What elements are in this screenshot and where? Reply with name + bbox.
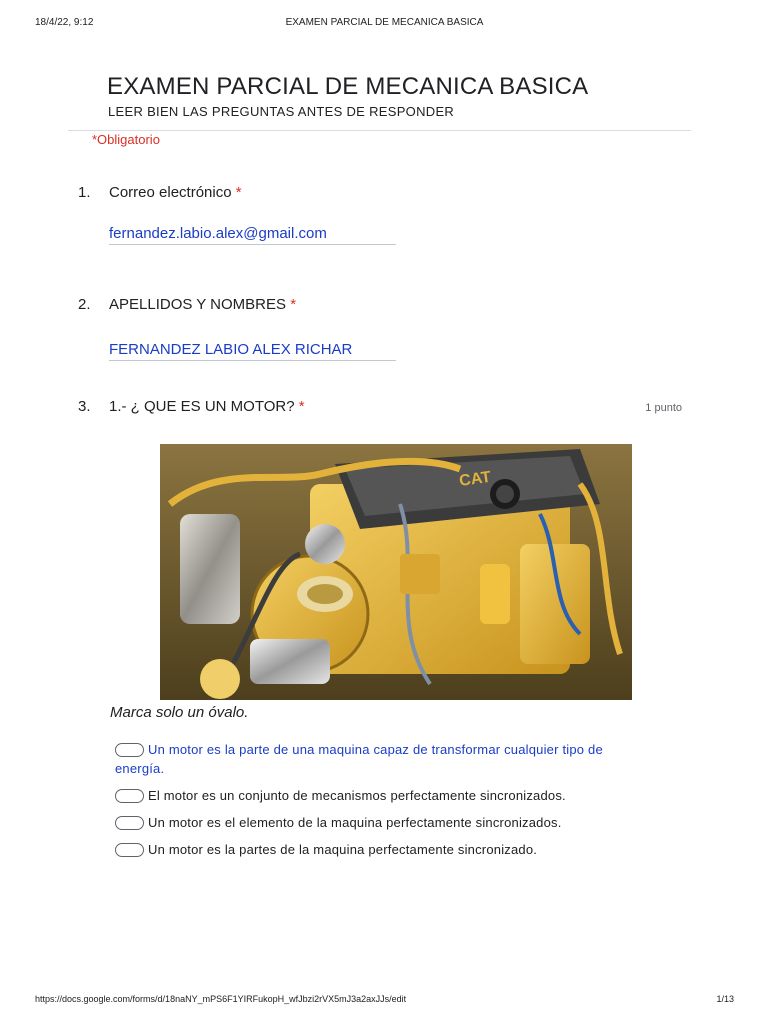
page-url[interactable]: https://docs.google.com/forms/d/18naNY_mPS6F1YIRFukopH_wfJbzi2rVX5mJ3a2axJJs/edit	[35, 994, 407, 1004]
question-1-number: 1.	[78, 184, 91, 201]
question-1-label: Correo electrónico	[109, 184, 232, 201]
question-3-label: 1.- ¿ QUE ES UN MOTOR?	[109, 398, 295, 415]
question-3-points: 1 punto	[645, 402, 682, 414]
option-2[interactable]	[115, 786, 635, 805]
radio-oval[interactable]	[115, 843, 144, 857]
option-3[interactable]	[115, 813, 635, 832]
question-2-label: APELLIDOS Y NOMBRES	[109, 296, 287, 313]
option-4[interactable]	[115, 840, 635, 859]
required-asterisk: *	[235, 184, 242, 201]
header-divider	[68, 130, 691, 131]
option-3-label: Un motor es el elemento de la maquina perfectamente sincronizados.	[148, 815, 562, 830]
svg-text:CAT: CAT	[458, 468, 492, 490]
print-footer	[35, 994, 734, 1006]
required-asterisk: *	[298, 398, 305, 415]
option-1[interactable]	[115, 740, 635, 778]
radio-oval[interactable]	[115, 816, 144, 830]
required-note: *Obligatorio	[92, 132, 160, 147]
option-2-label: El motor es un conjunto de mecanismos perfectamente sincronizados.	[148, 788, 566, 803]
print-datetime: 18/4/22, 9:12	[35, 17, 94, 28]
email-answer-field[interactable]: fernandez.labio.alex@gmail.com	[109, 225, 396, 245]
radio-oval[interactable]	[115, 743, 144, 757]
engine-illustration	[160, 444, 632, 700]
question-2-title	[109, 296, 296, 313]
option-1-label: Un motor es la parte de una maquina capaz de transformar cualquier tipo de energía.	[115, 742, 603, 776]
question-3-hint: Marca solo un óvalo.	[110, 704, 249, 721]
form-title: EXAMEN PARCIAL DE MECANICA BASICA	[107, 73, 589, 100]
engine-image	[160, 444, 632, 700]
page-indicator: 1/13	[716, 994, 734, 1004]
required-asterisk: *	[290, 296, 297, 313]
print-title: EXAMEN PARCIAL DE MECANICA BASICA	[285, 17, 484, 28]
question-2-number: 2.	[78, 296, 91, 313]
option-4-label: Un motor es la partes de la maquina perfectamente sincronizado.	[148, 842, 538, 857]
form-description: LEER BIEN LAS PREGUNTAS ANTES DE RESPONDER	[108, 104, 455, 119]
radio-oval[interactable]	[115, 789, 144, 803]
name-answer-field[interactable]: FERNANDEZ LABIO ALEX RICHAR	[109, 341, 396, 361]
question-3-number: 3.	[78, 398, 91, 415]
print-header	[35, 17, 734, 29]
question-3-title	[109, 398, 305, 415]
question-1-title	[109, 184, 242, 201]
